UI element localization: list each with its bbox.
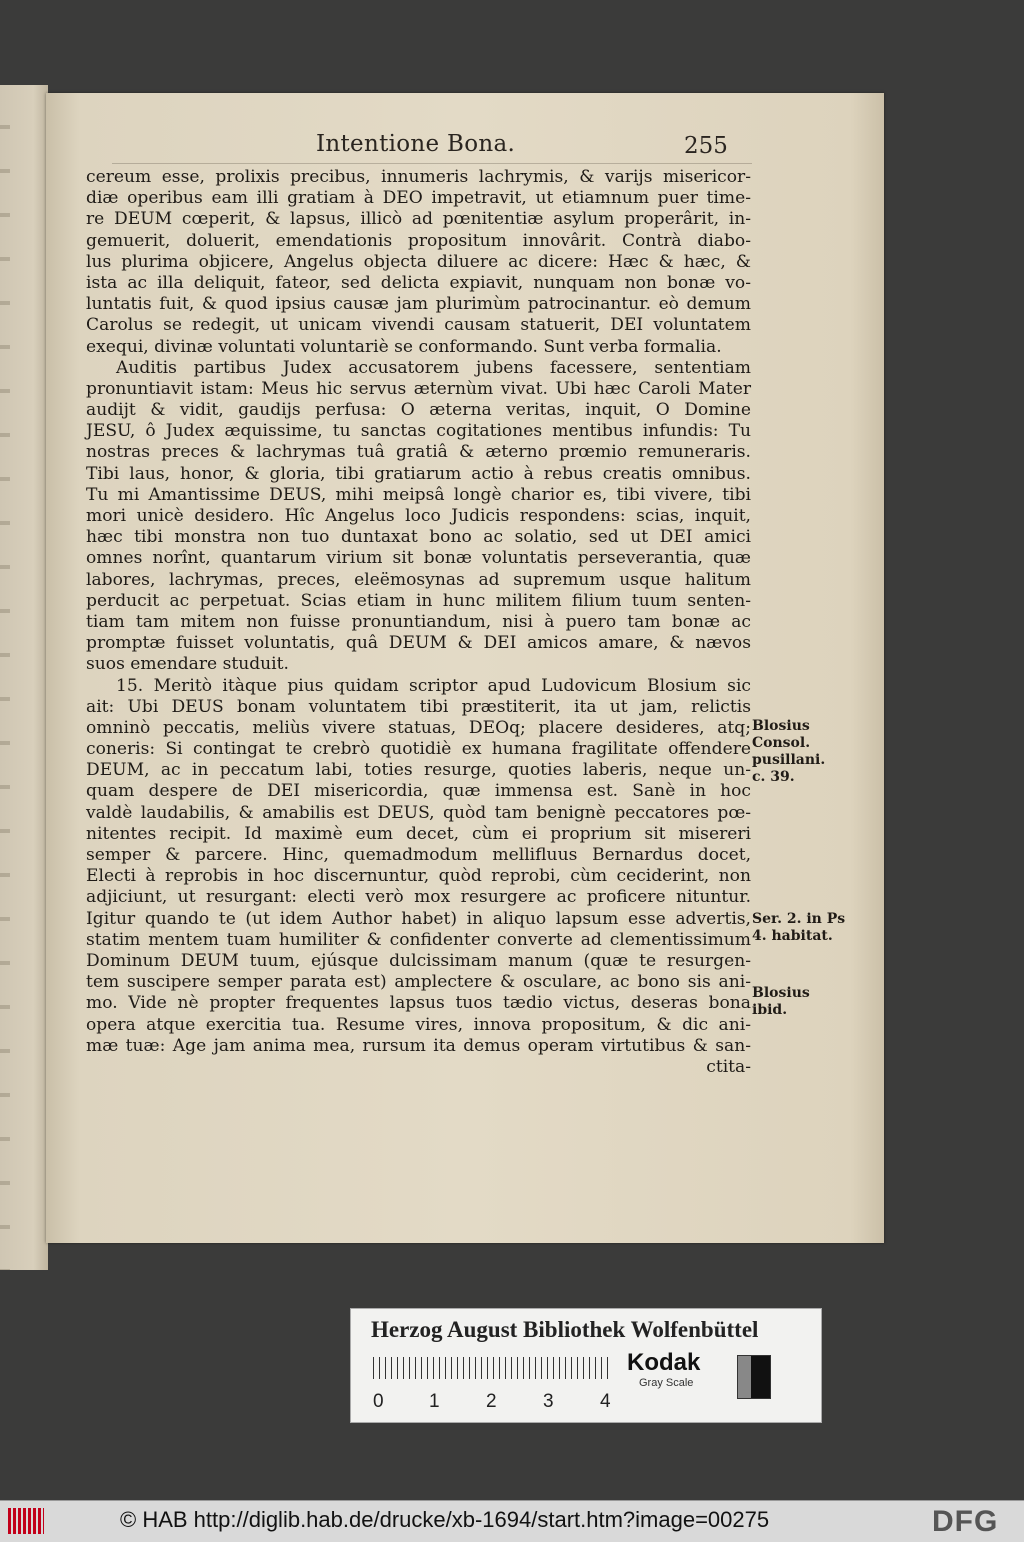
text-line: ait: Ubi DEUS bonam voluntatem tibi præstiterit, ita ut jam, relictis bbox=[86, 696, 751, 717]
running-title: Intentione Bona. bbox=[316, 131, 516, 157]
hab-barcode-icon bbox=[8, 1508, 44, 1534]
ruler-number: 0 bbox=[373, 1391, 384, 1412]
page-number: 255 bbox=[684, 133, 728, 159]
text-line: nostras preces & lachrymas tuâ gratiâ & æterno prœmio remuneraris. bbox=[86, 442, 751, 463]
text-line: cereum esse, prolixis precibus, innumeris lachrymis, & varijs misericor- bbox=[86, 167, 751, 187]
text-line: Tibi laus, honor, & gloria, tibi gratiarum actio à rebus creatis omnibus. bbox=[86, 463, 751, 484]
kodak-gray-scale: Gray Scale bbox=[639, 1377, 694, 1389]
gray-scale-patch bbox=[737, 1355, 771, 1399]
kodak-logo: Kodak bbox=[627, 1349, 701, 1376]
text-line: JESU, ô Judex æquissime, tu sanctas cogitationes mentibus infundis: Tu bbox=[86, 421, 751, 442]
text-line: pronuntiavit istam: Meus hic servus æternùm vivat. Ubi hæc Caroli Mater bbox=[86, 378, 751, 399]
text-line: 15. Meritò itàque pius quidam scriptor apud Ludovicum Blosium sic bbox=[116, 675, 751, 696]
text-line: suos emendare studuit. bbox=[86, 654, 289, 675]
text-line: Igitur quando te (ut idem Author habet) in aliquo lapsum esse advertis, bbox=[86, 908, 751, 929]
text-line: re DEUM cœperit, & lapsus, illicò ad pœnitentiæ asylum properârit, in- bbox=[86, 209, 751, 230]
margin-note-sermon: Ser. 2. in Ps 4. habitat. bbox=[752, 911, 846, 944]
text-line: mæ tuæ: Age jam anima mea, rursum ita demus operam virtutibus & san- bbox=[86, 1035, 751, 1056]
text-line: omnes norînt, quantarum virium sit bonæ voluntatis perseverantia, quæ bbox=[86, 548, 751, 569]
header-rule bbox=[112, 163, 752, 164]
text-line: luntatis fuit, & quod ipsius causæ jam plurimùm patrocinantur. eò demum bbox=[86, 294, 751, 315]
library-color-card bbox=[350, 1308, 822, 1423]
ruler-number: 1 bbox=[429, 1391, 440, 1412]
text-line: audijt & vidit, gaudijs perfusa: O æterna veritas, inquit, O Domine bbox=[86, 400, 751, 421]
text-line: omninò peccatis, meliùs vivere statuas, DEOq; placere desideres, atq; bbox=[86, 717, 751, 738]
text-line: opera atque exercitia tua. Resume vires, innova propositum, & dic ani- bbox=[86, 1014, 751, 1035]
text-line: DEUM, ac in peccatum labi, toties resurge, quoties laberis, neque un- bbox=[86, 760, 751, 781]
text-line: adjiciunt, ut resurgant: electi verò mox resurgere ac proficere nituntur. bbox=[86, 887, 751, 908]
text-line: statim mentem tuam humiliter & confidenter converte ad clementissimum bbox=[86, 929, 751, 950]
ruler-number: 4 bbox=[600, 1391, 611, 1412]
dfg-logo: DFG bbox=[932, 1505, 999, 1538]
ruler-numbers bbox=[373, 1391, 633, 1411]
text-line: lus plurima objicere, Angelus objecta diluere ac dicere: Hæc & hæc, & bbox=[86, 251, 751, 272]
page-header bbox=[46, 131, 884, 163]
text-line: perducit ac perpetuat. Scias etiam in hunc militem filium tuum senten- bbox=[86, 590, 751, 611]
library-name: Herzog August Bibliothek Wolfenbüttel bbox=[371, 1317, 759, 1342]
text-line: semper & parcere. Hinc, quemadmodum mellifluus Bernardus docet, bbox=[86, 845, 751, 865]
text-line: hæc tibi monstra non tuo duntaxat bono ac solatio, sed ut DEI amici bbox=[86, 527, 751, 548]
text-line: exequi, divinæ voluntati voluntariè se conformando. Sunt verba formalia. bbox=[86, 336, 722, 357]
text-line: mo. Vide nè propter frequentes lapsus tuos tædio victus, deseras bona bbox=[86, 993, 751, 1014]
text-line: promptæ fuisset voluntatis, quâ DEUM & DEI amicos amare, & nævos bbox=[86, 633, 751, 654]
text-line: tem suscipere semper parata est) amplectere & osculare, ac bono sis ani- bbox=[86, 972, 751, 993]
text-line: gemuerit, doluerit, emendationis propositum innovârit. Contrà diabo- bbox=[86, 230, 751, 251]
previous-page-marks bbox=[0, 85, 10, 1270]
text-line: Electi à reprobis in hoc discernuntur, quòd reprobi, cùm ceciderint, non bbox=[86, 866, 751, 887]
body-text bbox=[86, 167, 751, 1078]
margin-note-blosius-ibid: Blosius ibid. bbox=[752, 985, 810, 1018]
text-line: coneris: Si contingat te crebrò quotidiè ex humana fragilitate offendere bbox=[86, 739, 751, 760]
ruler-number: 3 bbox=[543, 1391, 554, 1412]
footer-bar bbox=[0, 1500, 1024, 1542]
margin-note-blosius-consol: Blosius Consol. pusillani. c. 39. bbox=[752, 718, 826, 785]
text-line: Tu mi Amantissime DEUS, mihi meipsâ longè charior es, tibi vivere, tibi bbox=[86, 484, 751, 505]
scale-ruler bbox=[373, 1357, 613, 1412]
text-line: Carolus se redegit, ut unicam vivendi causam statuerit, DEI voluntatem bbox=[86, 315, 751, 336]
text-line: valdè laudabilis, & amabilis est DEUS, quòd tam benignè peccatores pœ- bbox=[86, 802, 751, 823]
text-line: Dominum DEUM tuum, ejúsque dulcissimam manum (quæ te resurgen- bbox=[86, 950, 751, 971]
ruler-number: 2 bbox=[486, 1391, 497, 1412]
text-line: diæ operibus eam illi gratiam à DEO impetravit, ut etiamnum puer time- bbox=[86, 188, 751, 209]
ruler-ticks bbox=[373, 1357, 613, 1379]
text-line: mori unicè desidero. Hîc Angelus loco Judicis respondens: scias, inquit, bbox=[86, 506, 751, 526]
text-line: nitentes recipit. Id maximè eum decet, cùm ei proprium sit misereri bbox=[86, 823, 751, 844]
text-line: quam despere de DEI misericordia, quæ immensa est. Sanè in hoc bbox=[86, 781, 751, 802]
footer-copyright-link[interactable]: © HAB http://diglib.hab.de/drucke/xb-1694/start.htm?image=00275 bbox=[120, 1507, 770, 1532]
text-line: ista ac illa deliquit, fateor, sed delicta expiavit, nunquam non bonæ vo- bbox=[86, 272, 751, 293]
text-line: labores, lachrymas, preces, eleëmosynas ad supremum usque halitum bbox=[86, 569, 751, 590]
text-line: ctita- bbox=[706, 1056, 751, 1077]
text-line: tiam tam mitem non fuisse pronuntiandum, nisi à puero tam bonæ ac bbox=[86, 611, 751, 632]
text-line: Auditis partibus Judex accusatorem jubens facessere, sententiam bbox=[116, 357, 751, 378]
book-page bbox=[46, 93, 884, 1243]
